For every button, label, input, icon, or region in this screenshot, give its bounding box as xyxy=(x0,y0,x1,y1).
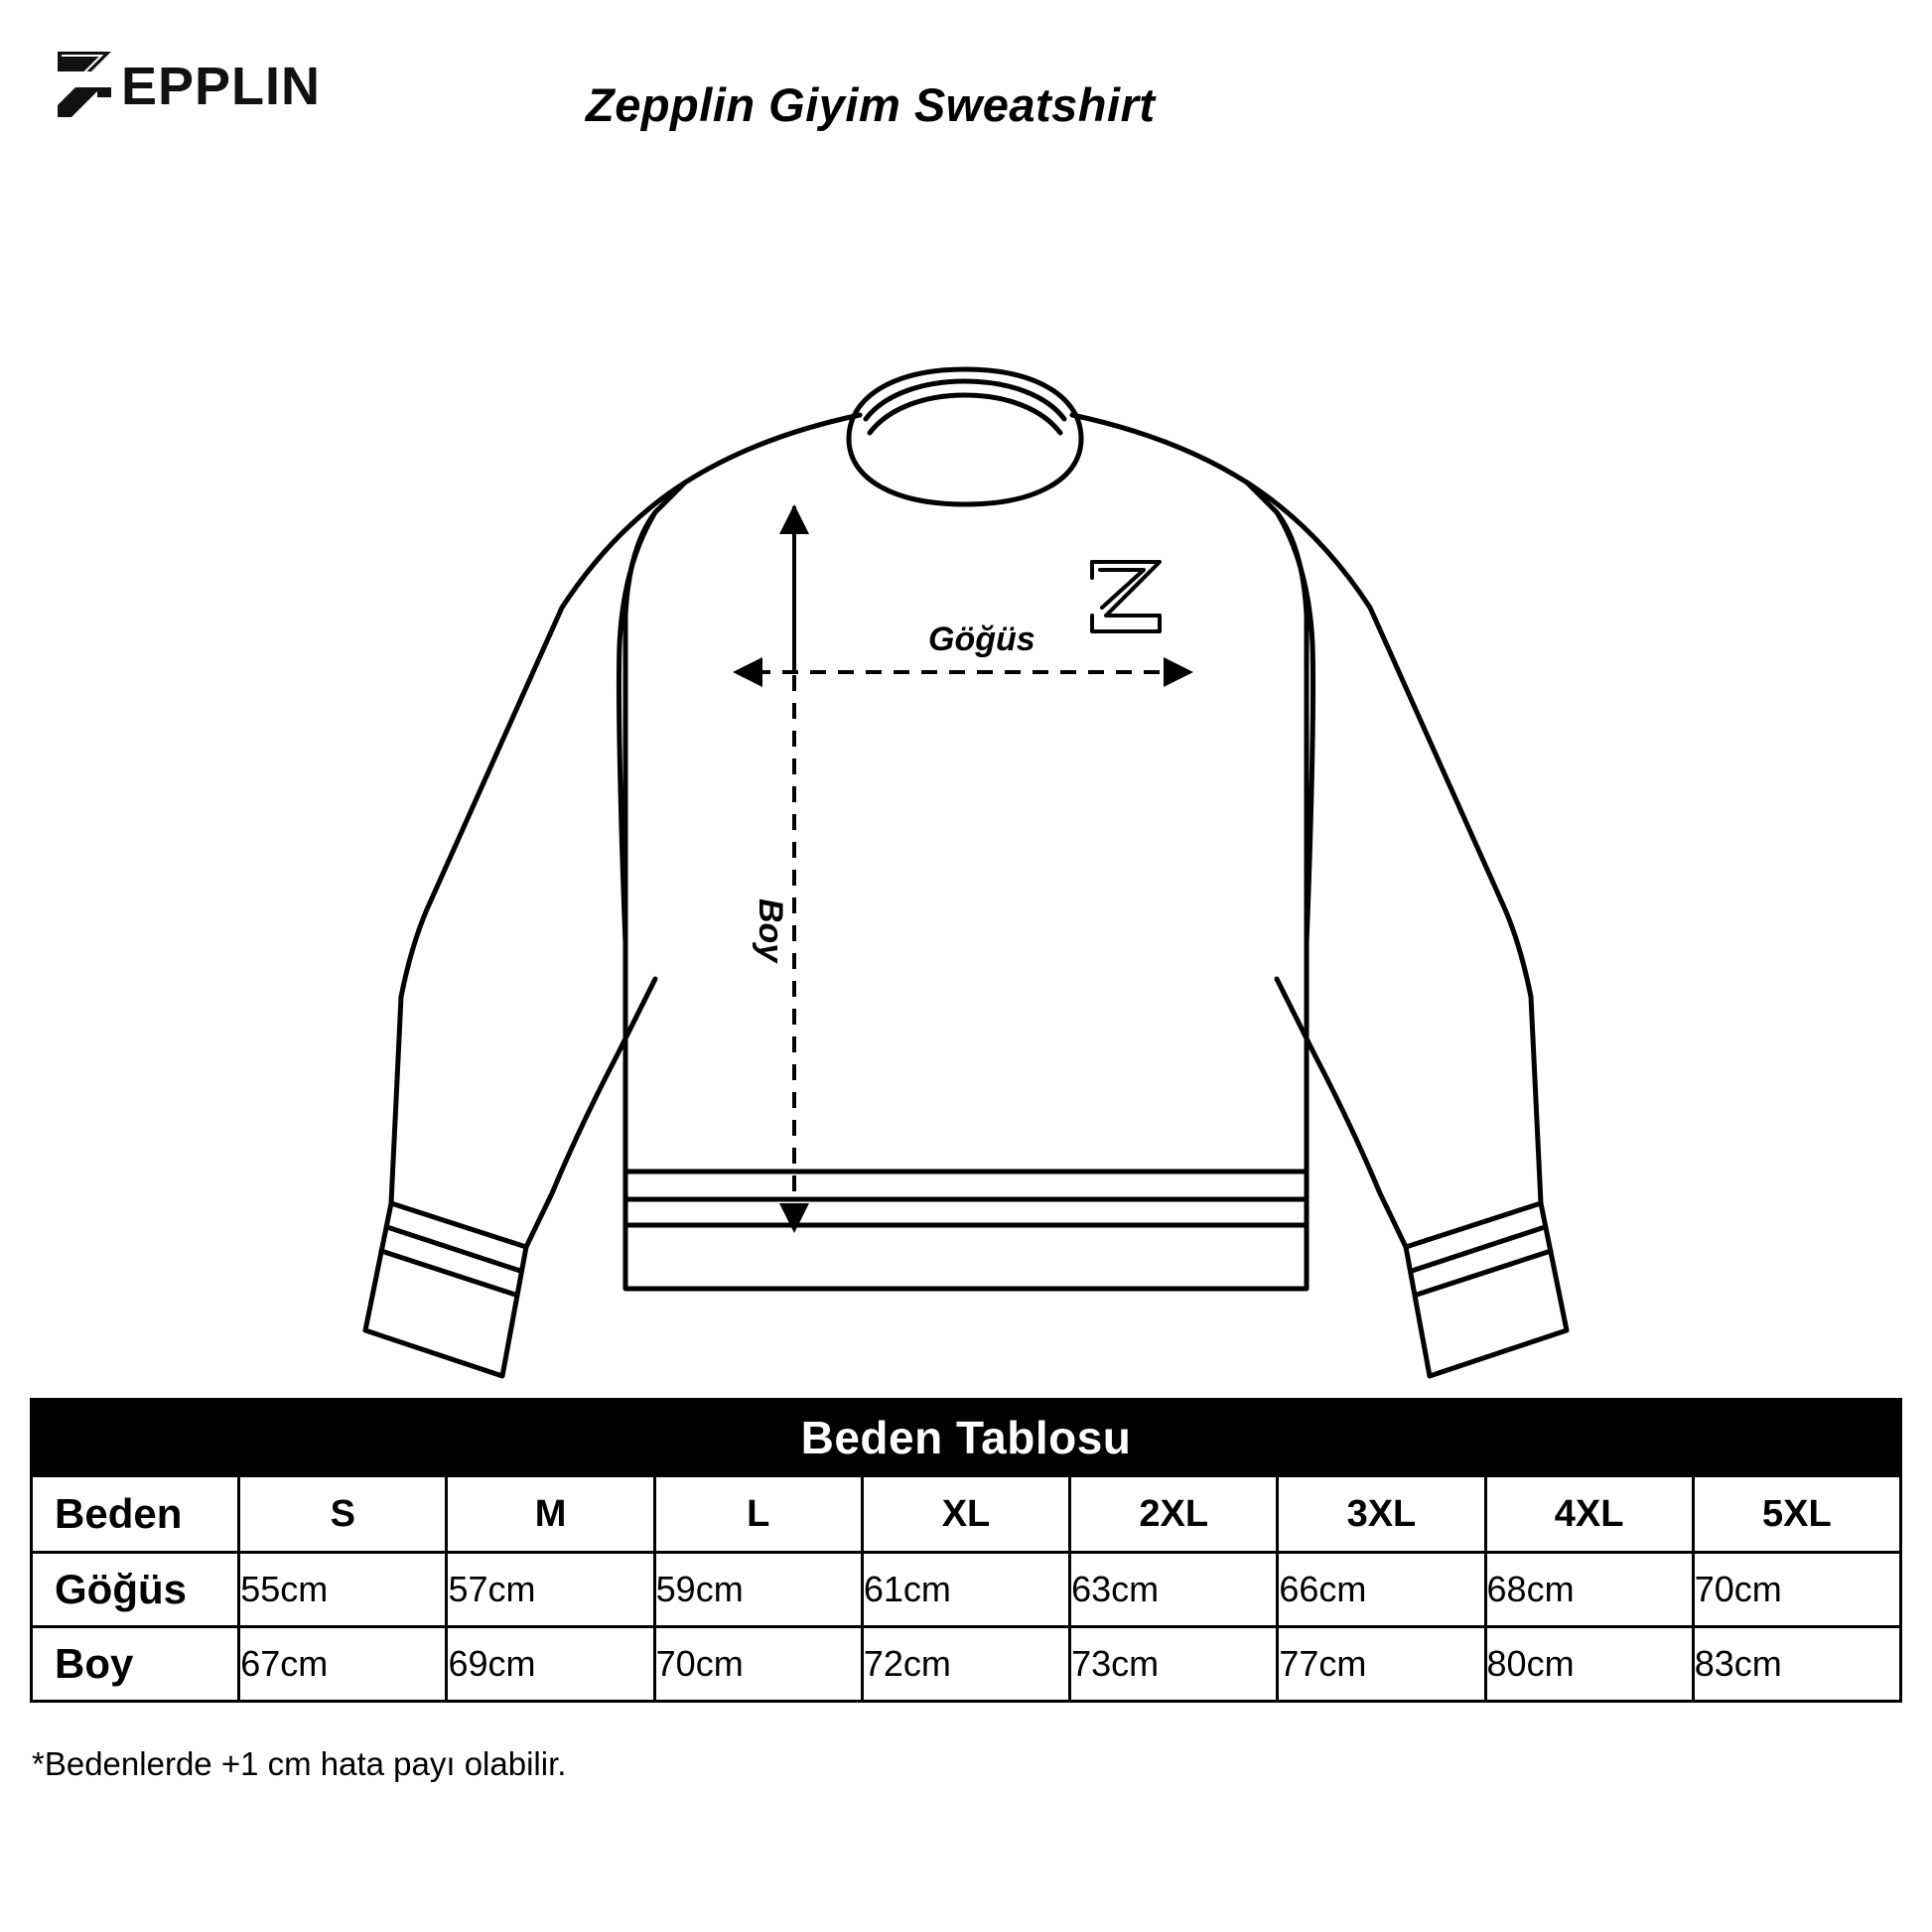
column-header-l: L xyxy=(654,1476,862,1553)
column-header-5xl: 5XL xyxy=(1693,1476,1900,1553)
column-header-xl: XL xyxy=(862,1476,1069,1553)
cell-boy-s: 67cm xyxy=(239,1627,447,1702)
length-measure-label: Boy xyxy=(752,898,789,963)
zepplin-z-logo-icon xyxy=(52,48,117,125)
cell-boy-xl: 72cm xyxy=(862,1627,1069,1702)
cell-gogus-s: 55cm xyxy=(239,1553,447,1627)
cell-boy-5xl: 83cm xyxy=(1693,1627,1900,1702)
cell-boy-l: 70cm xyxy=(654,1627,862,1702)
cell-gogus-l: 59cm xyxy=(654,1553,862,1627)
brand-logo xyxy=(52,48,321,125)
row-label-boy: Boy xyxy=(32,1627,239,1702)
table-title-row xyxy=(32,1400,1901,1476)
cell-boy-3xl: 77cm xyxy=(1278,1627,1485,1702)
page-title-light: Zepplin Giyim xyxy=(586,78,914,131)
cell-boy-2xl: 73cm xyxy=(1070,1627,1278,1702)
page-title xyxy=(586,77,1156,132)
cell-gogus-m: 57cm xyxy=(447,1553,654,1627)
cell-gogus-3xl: 66cm xyxy=(1278,1553,1485,1627)
table-title: Beden Tablosu xyxy=(32,1400,1901,1476)
table-header-row xyxy=(32,1476,1901,1553)
table-row xyxy=(32,1627,1901,1702)
column-header-2xl: 2XL xyxy=(1070,1476,1278,1553)
size-table-container xyxy=(30,1398,1902,1703)
disclaimer-note: *Bedenlerde +1 cm hata payı olabilir. xyxy=(32,1745,567,1782)
chest-measure-label: Göğüs xyxy=(928,621,1035,658)
column-header-s: S xyxy=(239,1476,447,1553)
page-title-strong: Sweatshirt xyxy=(913,78,1156,131)
cell-boy-m: 69cm xyxy=(447,1627,654,1702)
column-header-4xl: 4XL xyxy=(1485,1476,1693,1553)
cell-gogus-2xl: 63cm xyxy=(1070,1553,1278,1627)
cell-boy-4xl: 80cm xyxy=(1485,1627,1693,1702)
column-header-beden: Beden xyxy=(32,1476,239,1553)
column-header-m: M xyxy=(447,1476,654,1553)
brand-wordmark: EPPLIN xyxy=(121,57,322,116)
cell-gogus-5xl: 70cm xyxy=(1693,1553,1900,1627)
row-label-gogus: Göğüs xyxy=(32,1553,239,1627)
column-header-3xl: 3XL xyxy=(1278,1476,1485,1553)
garment-illustration xyxy=(0,149,1932,1380)
cell-gogus-xl: 61cm xyxy=(862,1553,1069,1627)
table-row xyxy=(32,1553,1901,1627)
cell-gogus-4xl: 68cm xyxy=(1485,1553,1693,1627)
size-table xyxy=(30,1398,1902,1703)
